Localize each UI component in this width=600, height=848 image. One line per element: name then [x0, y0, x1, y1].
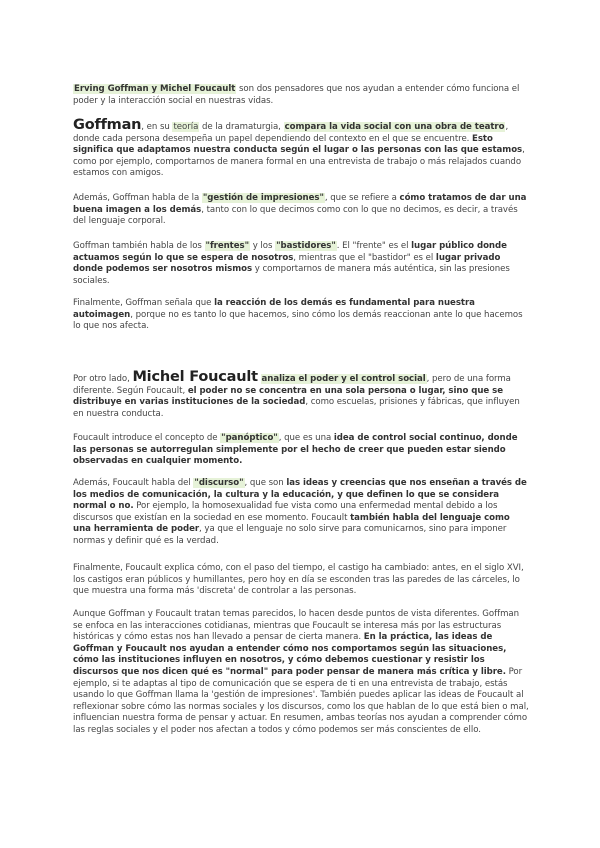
intro-paragraph — [73, 84, 529, 107]
text-span: , como por ejemplo, comportarnos de manera formal en una entrevista de trabajo o más relajados cuando estamos con amigos. — [73, 145, 525, 179]
foucault-paragraph-3 — [73, 478, 529, 548]
goffman-paragraph-4 — [73, 298, 529, 333]
bold-text: En la práctica, las ideas de Goffman y Foucault nos ayudan a entender cómo nos comportamos según las situaciones, cómo las instituciones influyen en nosotros, y cómo debemos cuestionar y resistir los discursos que nos dicen qué es "normal" para poder pensar de manera más crítica y libre. — [73, 632, 507, 677]
text-span: Por otro lado, — [73, 374, 133, 384]
conclusion-paragraph — [73, 609, 529, 737]
text-span: . El "frente" es el — [336, 241, 412, 251]
foucault-paragraph-2 — [73, 433, 529, 468]
text-span: , ya que el lenguaje no solo sirve para comunicarnos, sino para imponer normas y definir qué es la verdad. — [73, 524, 507, 546]
bold-text: cómo tratamos de dar una buena imagen a los demás — [73, 193, 527, 215]
text-span: de la dramaturgia, — [199, 122, 284, 132]
bold-text: la reacción de los demás es fundamental para nuestra autoimagen — [73, 298, 475, 320]
text-span: , donde cada persona desempeña un papel dependiendo del contexto en el que se encuentre. — [73, 122, 509, 144]
text-span: , mientras que el "bastidor" es el — [293, 252, 436, 263]
text-span: Aunque Goffman y Foucault tratan temas parecidos, lo hacen desde puntos de vista diferentes. Goffman se enfoca en las interacciones cotidianas, mientras que Foucault se interesa más por las estructuras históricas y cómo estas nos han llevado a pensar de cierta manera. — [73, 609, 520, 643]
highlight: "frentes" — [205, 241, 250, 251]
goffman-paragraph-1 — [73, 117, 529, 180]
highlight: "discurso" — [194, 478, 244, 488]
foucault-paragraph-4 — [73, 563, 529, 598]
text-span: Finalmente, Foucault explica cómo, con el paso del tiempo, el castigo ha cambiado: antes, en el siglo XVI, los castigos eran públicos y humillantes, pero hoy en día se esconden tras las paredes de las cárceles, lo que muestra una forma más 'discreta' de controlar a las personas. — [73, 563, 524, 597]
bold-text: también habla del lenguaje como una herramienta de poder — [73, 512, 510, 535]
bold-text: Esto significa que adaptamos nuestra conducta según el lugar o las personas con las que estamos — [73, 133, 523, 156]
highlight: "gestión de impresiones" — [202, 193, 324, 203]
bold-text: lugar público donde actuamos según lo que se espera de nosotros — [73, 241, 507, 263]
goffman-heading: Goffman — [73, 117, 142, 133]
highlight: analiza el poder y el control social — [261, 374, 426, 384]
text-span: Por ejemplo, si te adaptas al tipo de comunicación que se espera de ti en una entrevista de trabajo, estás usando lo que Goffman llama la 'gestión de impresiones'. También puedes aplicar las ideas de Foucault al reflexionar sobre cómo las normas sociales y los discursos, como los que hablan de lo que está bien o mal, influencian nuestra forma de pensar y actuar. En resumen, ambas teorías nos ayudan a comprender cómo las reglas sociales y el poder nos afectan a todos y cómo podemos ser más conscientes de ello. — [73, 666, 529, 735]
text-span: y comportarnos de manera más auténtica, sin las presiones sociales. — [73, 264, 510, 286]
text-span: Además, Goffman habla de la — [73, 193, 202, 203]
text-span: Foucault introduce el concepto de — [73, 433, 221, 443]
text-span: , tanto con lo que decimos como con lo que no decimos, es decir, a través del lenguaje corporal. — [73, 204, 518, 227]
text-span: , que es una — [278, 433, 334, 443]
text-span: , como escuelas, prisiones y fábricas, que influyen en nuestra conducta. — [73, 397, 520, 419]
goffman-paragraph-2 — [73, 193, 529, 228]
text-span: , en su — [141, 122, 173, 132]
highlight: "panóptico" — [221, 433, 278, 443]
foucault-paragraph-1 — [73, 369, 529, 420]
goffman-paragraph-3 — [73, 241, 529, 287]
text-span: Por ejemplo, la homosexualidad fue vista como una enfermedad mental debido a los discursos que existían en la sociedad en ese momento. Foucault — [73, 501, 498, 523]
text-span: Además, Foucault habla del — [73, 478, 194, 488]
foucault-heading: Michel Foucault — [132, 369, 258, 385]
bold-text: las ideas y creencias que nos enseñan a través de los medios de comunicación, la cultura y la educación, y que definen lo que se considera normal o no. — [73, 478, 527, 512]
text-span: y los — [250, 241, 276, 251]
text-span: , que son — [244, 478, 287, 488]
text-span: , pero de una forma diferente. Según Foucault, — [73, 374, 511, 396]
highlight: teoría — [173, 122, 199, 132]
highlight: compara la vida social con una obra de teatro — [284, 122, 505, 132]
text-span: Finalmente, Goffman señala que — [73, 298, 215, 308]
text-span: Goffman también habla de los — [73, 241, 205, 251]
text-span: , porque no es tanto lo que hacemos, sino cómo los demás reaccionan ante lo que hacemos lo que nos afecta. — [73, 309, 523, 332]
highlight: "bastidores" — [276, 241, 336, 251]
authors-highlight: Erving Goffman y Michel Foucault — [74, 84, 236, 94]
text-span: , que se refiere a — [324, 193, 400, 203]
bold-text: lugar privado donde podemos ser nosotros mismos — [73, 252, 501, 275]
text-span: son dos pensadores que nos ayudan a entender cómo funciona el poder y la interacción social en nuestras vidas. — [73, 84, 520, 106]
bold-text: idea de control social continuo, donde las personas se autorregulan simplemente por el hecho de creer que pueden estar siendo observadas en cualquier momento. — [73, 433, 518, 467]
bold-text: el poder no se concentra en una sola persona o lugar, sino que se distribuye en varias instituciones de la sociedad — [73, 385, 503, 408]
